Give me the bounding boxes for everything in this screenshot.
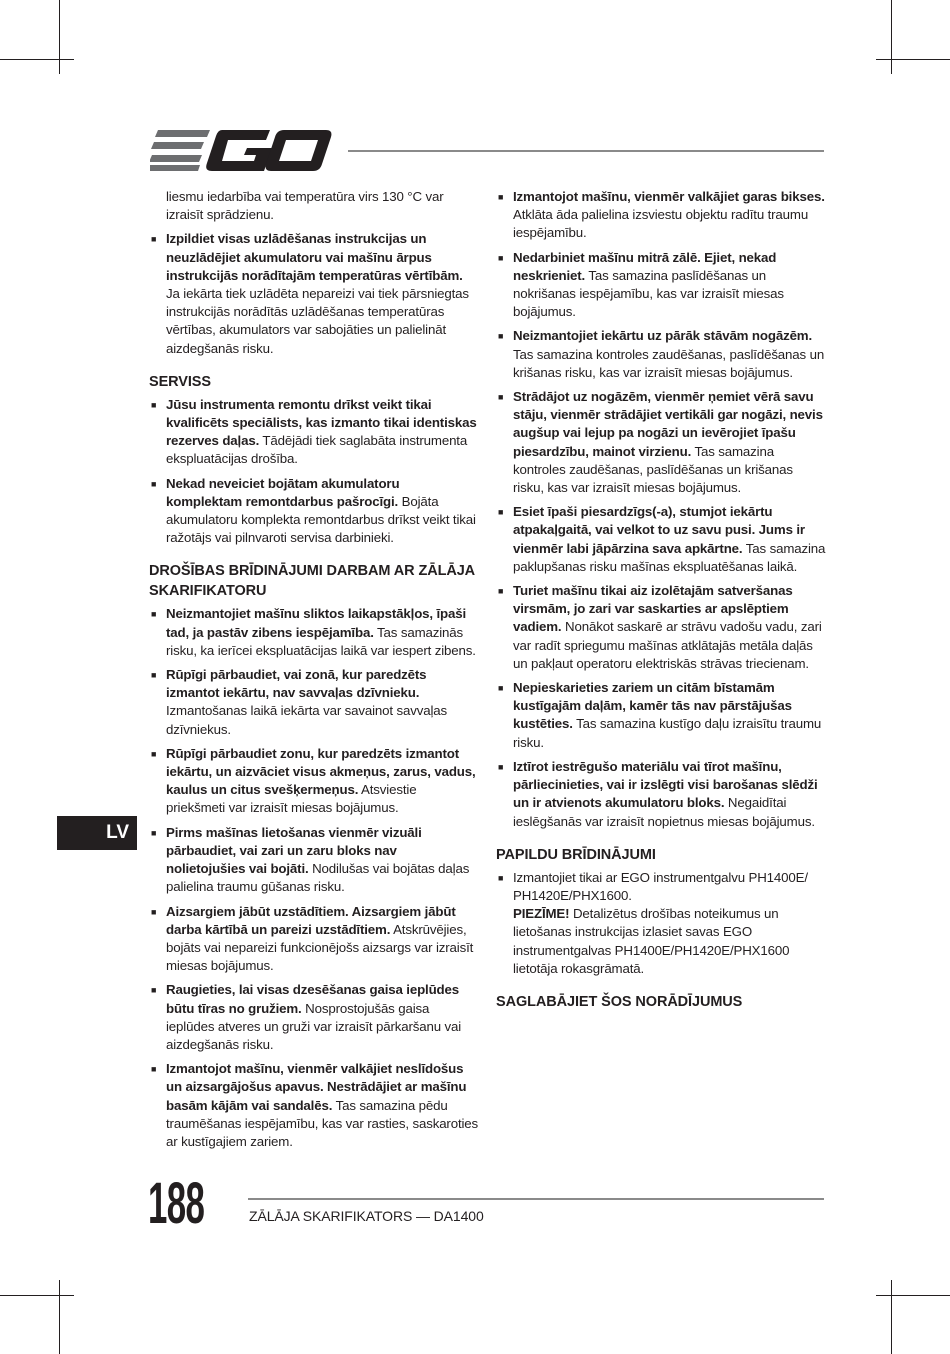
item-bold-text: Nekad neveiciet bojātam akumulatoru komplektam remontdarbus pašrocīgi. <box>166 475 400 509</box>
list-item <box>496 249 826 322</box>
item-bold-text: Izmantojot mašīnu, vienmēr valkājiet neslīdošus un aizsargājošus apavus. Nestrādājiet ar mašīnu basām kājām vai sandalēs. <box>166 1061 467 1113</box>
item-text: Tas samazina pēdu traumēšanas iespējamību, kas var rasties, saskaroties ar kustīgajiem zariem. <box>166 1097 479 1149</box>
list-item <box>149 396 479 469</box>
list-item <box>149 1060 479 1151</box>
crop-mark <box>59 1280 60 1354</box>
item-text: Atskrūvējies, bojāts vai nepareizi funkcionējošs aizsargs var izraisīt miesas bojājumus. <box>166 921 474 974</box>
list-item <box>496 188 826 243</box>
item-text: Nosprostojušās gaisa ieplūdes atveres un gruži var izraisīt pārkaršanu vai aizdegšanās risku. <box>166 1000 462 1052</box>
bullet-icon: ■ <box>151 399 157 410</box>
item-bold-text: Raugieties, lai visas dzesēšanas gaisa ieplūdes būtu tīras no gružiem. <box>166 982 460 1016</box>
crop-mark <box>876 1295 950 1296</box>
list-item <box>149 824 479 897</box>
item-bold-text: Izpildiet visas uzlādēšanas instrukcijas un neuzlādējiet akumulatoru vai mašīnu ārpus instrukcijās norādītajām temperatūras vērtībām. <box>166 231 463 283</box>
item-bold-text: Nedarbiniet mašīnu mitrā zālē. Ejiet, nekad neskrieniet. <box>513 249 777 283</box>
bullet-icon: ■ <box>151 478 157 489</box>
footer-title: ZĀLĀJA SKARIFIKATORS — DA1400 <box>249 1208 484 1224</box>
crop-mark <box>59 0 60 74</box>
section-heading-extra: PAPILDU BRĪDINĀJUMI <box>496 846 656 863</box>
note-text: Detalizētus drošības noteikumus un lietošanas instrukcijas izlasiet savas EGO instrumentgalvas PH1400E/PH1420E/PHX1600 lietotāja rokasgrāmatā. <box>513 906 790 976</box>
bullet-icon: ■ <box>498 683 504 694</box>
item-text: Izmantošanas laikā iekārta var savainot savvaļas dzīvniekus. <box>166 703 448 737</box>
list-item <box>496 503 826 576</box>
item-text: Atsviestie priekšmeti var izraisīt miesas bojājumus. <box>166 782 417 816</box>
right-column <box>496 188 826 1016</box>
list-item <box>149 903 479 976</box>
page-number: 188 <box>148 1171 205 1236</box>
left-column <box>149 188 479 1157</box>
item-bold-text: Neizmantojiet mašīnu sliktos laikapstākļos, īpaši tad, ja pastāv zibens iespējamība. <box>166 606 467 640</box>
item-bold-text: Turiet mašīnu tikai aiz izolētajām satveršanas virsmām, jo zari var saskarties ar apslēptiem vadiem. <box>513 583 793 635</box>
item-text: Tādējādi tiek saglabāta instrumenta ekspluatācijas drošība. <box>166 433 468 467</box>
item-text: Tas samazina kontroles zaudēšanas, paslīdēšanas un krišanas risku, kas var izraisīt miesas bojājumus. <box>513 443 793 496</box>
bullet-icon: ■ <box>151 609 157 620</box>
bullet-icon: ■ <box>498 872 504 883</box>
note-label: PIEZĪME! <box>513 906 570 922</box>
item-bold-text: Neizmantojiet iekārtu uz pārāk stāvām nogāzēm. <box>513 328 813 344</box>
header-rule <box>348 150 824 152</box>
list-item <box>496 327 826 382</box>
item-text: Tas samazina paklupšanas risku mašīnas ekspluatēšanas laikā. <box>513 540 826 574</box>
item-bold-text: Aizsargiem jābūt uzstādītiem. Aizsargiem jābūt darba kārtībā un pareizi uzstādītiem. <box>166 903 456 937</box>
footer-rule <box>248 1198 824 1200</box>
bullet-icon: ■ <box>151 234 157 245</box>
list-item <box>149 666 479 739</box>
list-item <box>496 679 826 752</box>
crop-mark <box>891 0 892 74</box>
bullet-icon: ■ <box>151 827 157 838</box>
language-tab: LV <box>57 816 137 850</box>
bullet-icon: ■ <box>498 392 504 403</box>
crop-mark <box>0 1295 74 1296</box>
list-item <box>149 981 479 1054</box>
bullet-icon: ■ <box>151 906 157 917</box>
item-text: Tas samazina kustīgo daļu izraisītu traumu risku. <box>513 716 822 750</box>
bullet-icon: ■ <box>498 507 504 518</box>
item-text: Ja iekārta tiek uzlādēta nepareizi vai tiek pārsniegtas instrukcijās norādītās uzlādēšanas temperatūras vērtības, akumulators var sabojāties un palielināt aizdegšanās risku. <box>166 286 469 356</box>
item-text: Nodilušas vai bojātas daļas palielina traumu gūšanas risku. <box>166 861 470 895</box>
bullet-icon: ■ <box>498 252 504 263</box>
list-item <box>496 388 826 497</box>
ego-logo <box>150 130 332 172</box>
item-text: Tas samazina paslīdēšanas un nokrišanas iespējamību, kas var izraisīt miesas bojājumus. <box>513 267 784 320</box>
item-bold-text: Rūpīgi pārbaudiet, vai zonā, kur paredzēts izmantot iekārtu, nav savvaļas dzīvnieku. <box>166 667 427 701</box>
item-bold-text: Nepieskarieties zariem un citām bīstamām kustīgajām daļām, kamēr tās nav pārstājušas kustēties. <box>513 680 792 732</box>
section-heading-save: SAGLABĀJIET ŠOS NORĀDĪJUMUS <box>496 993 743 1010</box>
list-item <box>149 745 479 818</box>
list-item <box>496 758 826 831</box>
bullet-icon: ■ <box>498 761 504 772</box>
bullet-icon: ■ <box>151 985 157 996</box>
bullet-icon: ■ <box>498 192 504 202</box>
list-item <box>149 605 479 660</box>
bullet-icon: ■ <box>151 670 157 681</box>
section-heading-service: SERVISS <box>149 373 211 390</box>
item-bold-text: Rūpīgi pārbaudiet zonu, kur paredzēts izmantot iekārtu, un aizvāciet visus akmeņus, zarus, vadus, kaulus un citus svešķermeņus. <box>166 745 476 798</box>
item-text: Tas samazinās risku, ka ierīcei ekspluatācijas laikā var iespert zibens. <box>166 624 476 658</box>
item-bold-text: Iztīrot iestrēgušo materiālu vai tīrot mašīnu, pārliecinieties, vai ir izslēgti visi barošanas slēdži un ir atvienots akumulatoru bloks. <box>513 758 818 811</box>
crop-mark <box>0 59 74 60</box>
ego-logo-graphic <box>150 130 332 172</box>
item-text: Bojāta akumulatoru komplekta remontdarbus drīkst veikt tikai ražotājs vai pilnvaroti servisa darbinieki. <box>166 493 476 546</box>
bullet-icon: ■ <box>498 331 504 342</box>
item-bold-text: Strādājot uz nogāzēm, vienmēr ņemiet vērā savu stāju, vienmēr strādājiet vertikāli gar nogāzi, nevis augšup vai lejup pa nogāzi un ievērojiet īpašu piesardzību, mainot virzienu. <box>513 389 823 459</box>
crop-mark <box>891 1280 892 1354</box>
list-item <box>496 869 826 978</box>
bullet-icon: ■ <box>151 1064 157 1075</box>
item-bold-text: Jūsu instrumenta remontu drīkst veikt tikai kvalificēts speciālists, kas izmanto tikai identiskas rezerves daļas. <box>166 396 477 449</box>
item-text: Atklāta āda palielina izsviestu objektu radītu traumu iespējamību. <box>513 207 809 241</box>
list-item <box>149 475 479 548</box>
bullet-icon: ■ <box>498 586 504 597</box>
item-text: Nonākot saskarē ar strāvu vadošu vadu, zari var radīt spriegumu mašīnas atklātajās metāla daļās un pakļaut operatoru elektriskās strāvas triecienam. <box>513 619 822 671</box>
bullet-icon: ■ <box>151 748 157 759</box>
item-text: Negaidītai ieslēgšanās var izraisīt nopietnus miesas bojājumus. <box>513 795 815 829</box>
item-bold-text: Izmantojot mašīnu, vienmēr valkājiet garas bikses. <box>513 189 825 204</box>
item-bold-text: Pirms mašīnas lietošanas vienmēr vizuāli pārbaudiet, vai zari un zaru bloks nav nolietojušies vai bojāti. <box>166 824 422 877</box>
crop-mark <box>876 59 950 60</box>
list-item <box>496 582 826 673</box>
continuation-text: liesmu iedarbība vai temperatūra virs 130 °C var izraisīt sprādzienu. <box>166 189 444 223</box>
item-bold-text: Esiet īpaši piesardzīgs(-a), stumjot iekārtu atpakaļgaitā, vai velkot to uz savu pusi. Jums ir vienmēr labi jāpārzina sava apkārtne. <box>513 504 805 556</box>
item-text: Izmantojiet tikai ar EGO instrumentgalvu PH1400E/ PH1420E/PHX1600. <box>513 869 808 903</box>
section-heading-safety: DROŠĪBAS BRĪDINĀJUMI DARBAM AR ZĀLĀJA SKARIFIKATORU <box>149 563 475 600</box>
item-text: Tas samazina kontroles zaudēšanas, paslīdēšanas un krišanas risku, kas var izraisīt miesas bojājumus. <box>513 346 825 380</box>
list-item <box>149 230 479 357</box>
